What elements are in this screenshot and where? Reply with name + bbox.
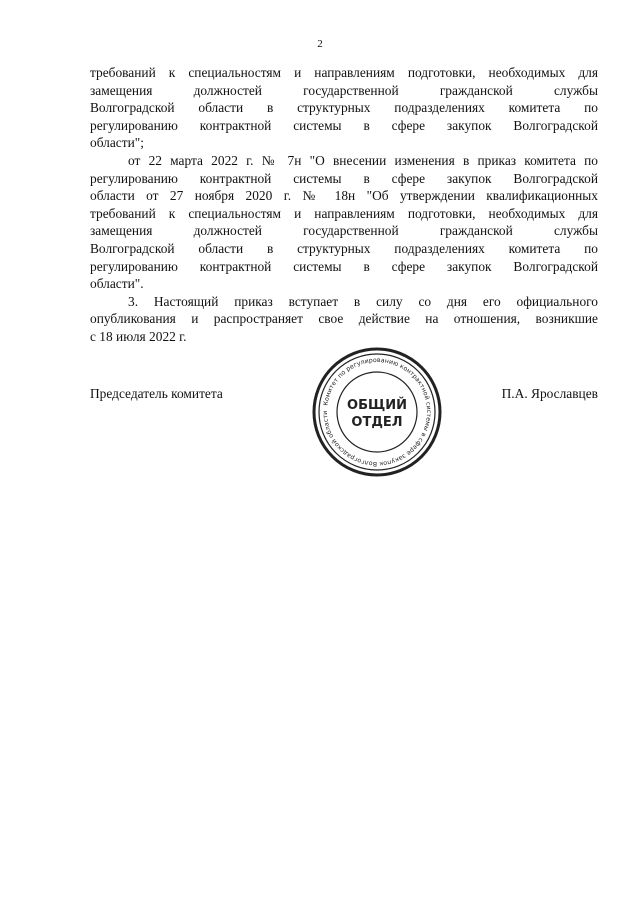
text-line: с 18 июля 2022 г. xyxy=(90,328,187,344)
text-line: регулированию контрактной системы в сфере закупок Волгоградской xyxy=(90,170,598,186)
text-line: опубликования и распространяет свое действие на отношения, возникшие xyxy=(90,311,598,327)
text-line: требований к специальностям и направлениям подготовки, необходимых для xyxy=(90,205,598,221)
text-line: замещения должностей государственной гражданской службы xyxy=(90,82,598,98)
text-line: Волгоградской области в структурных подразделениях комитета по xyxy=(90,240,598,256)
text-line: регулированию контрактной системы в сфере закупок Волгоградской xyxy=(90,117,598,133)
stamp-center-line2: ОТДЕЛ xyxy=(351,415,403,430)
text-line: области от 27 ноября 2020 г. № 18н "Об утверждении квалификационных xyxy=(90,188,598,204)
document-body xyxy=(90,64,598,346)
text-line: требований к специальностям и направлениям подготовки, необходимых для xyxy=(90,65,598,80)
text-line: от 22 марта 2022 г. № 7н "О внесении изменения в приказ комитета по xyxy=(128,152,598,168)
page-number: 2 xyxy=(317,38,323,50)
text-line: области". xyxy=(90,276,144,292)
paragraph-order-22-march xyxy=(90,152,598,293)
paragraph-effective-date xyxy=(90,293,598,346)
stamp-center-line1: ОБЩИЙ xyxy=(347,398,407,413)
stamp-ring-text: Комитет по регулированию контрактной системы в сфере закупок Волгоградской области xyxy=(321,356,433,468)
paragraph-continuation xyxy=(90,64,598,152)
text-line: регулированию контрактной системы в сфере закупок Волгоградской xyxy=(90,258,598,274)
text-line: 3. Настоящий приказ вступает в силу со дня его официального xyxy=(128,293,598,309)
signatory-name: П.А. Ярославцев xyxy=(501,386,598,401)
text-line: области"; xyxy=(90,135,144,151)
text-line: замещения должностей государственной гражданской службы xyxy=(90,223,598,239)
text-line: Волгоградской области в структурных подразделениях комитета по xyxy=(90,100,598,116)
signatory-position: Председатель комитета xyxy=(90,386,223,401)
official-stamp xyxy=(309,344,445,480)
